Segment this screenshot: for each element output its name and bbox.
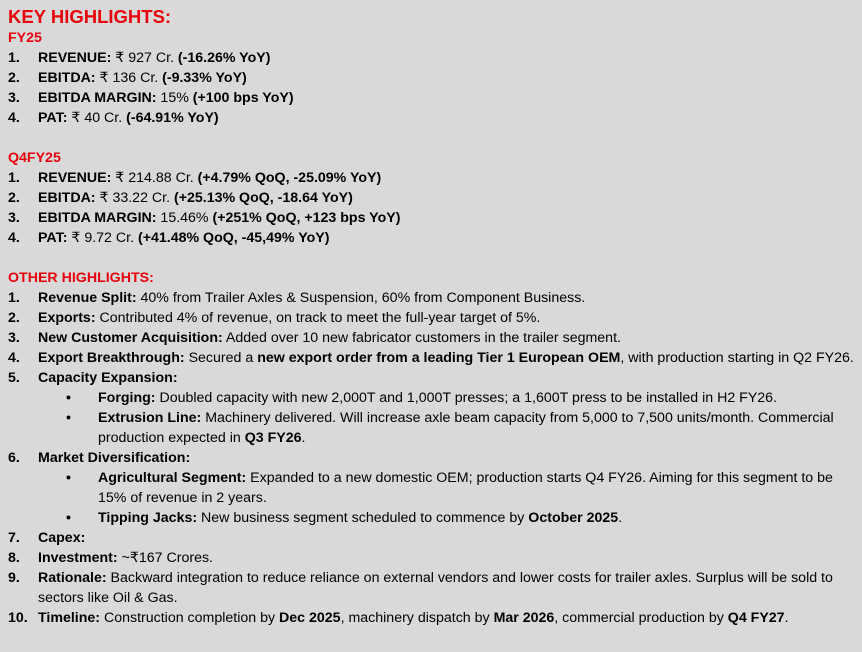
item-text: Secured a [184,350,258,366]
item-number: 6. [8,450,20,466]
item-number: 5. [8,370,20,386]
item-change: (+25.13% QoQ, -18.64 YoY) [173,190,353,206]
other-highlights-heading: OTHER HIGHLIGHTS: [8,270,154,286]
sub-item-extrusion-line [8,408,854,448]
item-change: (-16.26% YoY) [177,50,271,66]
q4fy25-heading: Q4FY25 [8,150,61,166]
item-change: (-9.33% YoY) [162,70,247,86]
spacer [8,128,854,148]
sub-item-emphasis: Q3 FY26 [244,430,302,446]
item-label: Rationale: [38,570,107,586]
q4fy25-item-pat [8,228,854,248]
bullet-icon: • [66,470,71,486]
bullet-icon: • [66,510,71,526]
item-label: PAT: [38,110,68,126]
item-number: 7. [8,530,20,546]
sub-item-label: Tipping Jacks: [98,510,198,526]
item-emphasis: Mar 2026 [493,610,555,626]
item-label: REVENUE: [38,170,112,186]
fy25-item-revenue [8,48,854,68]
other-item-rationale [8,568,854,608]
item-emphasis: Dec 2025 [279,610,341,626]
sub-item-agricultural-segment [8,468,854,508]
sub-item-label: Extrusion Line: [98,410,202,426]
bullet-icon: • [66,390,71,406]
item-emphasis: new export order from a leading Tier 1 European OEM [257,350,621,366]
sub-item-tipping-jacks [8,508,854,528]
other-item-capacity-expansion [8,368,854,388]
item-number: 3. [8,210,20,226]
item-label: Capacity Expansion: [38,370,178,386]
item-value: ₹ 33.22 Cr. [95,190,174,206]
sub-item-text: Machinery delivered. Will increase axle beam capacity from 5,000 to 7,500 units/month. Commercial production expected in [98,410,834,446]
item-number: 1. [8,50,20,66]
item-label: Exports: [38,310,96,326]
item-value: ₹ 136 Cr. [95,70,163,86]
other-item-export-breakthrough [8,348,854,368]
sub-item-text: . [301,430,306,446]
fy25-heading: FY25 [8,30,42,46]
item-change: (+41.48% QoQ, -45,49% YoY) [137,230,330,246]
item-change: (-64.91% YoY) [126,110,219,126]
item-text: 40% from Trailer Axles & Suspension, 60% from Component Business. [136,290,586,306]
item-number: 1. [8,290,20,306]
fy25-item-ebitda [8,68,854,88]
item-text: Backward integration to reduce reliance on external vendors and lower costs for trailer axles. Surplus will be sold to sectors like Oil & Gas. [38,570,833,606]
sub-item-text: Expanded to a new domestic OEM; production starts Q4 FY26. Aiming for this segment to be 15% of revenue in 2 years. [98,470,833,506]
bullet-icon: • [66,410,71,426]
item-value: ₹ 214.88 Cr. [111,170,198,186]
sub-item-text: Doubled capacity with new 2,000T and 1,000T presses; a 1,600T press to be installed in H2 FY26. [155,390,778,406]
sub-item-label: Agricultural Segment: [98,470,247,486]
item-text: ~₹167 Crores. [117,550,214,566]
fy25-item-ebitda-margin [8,88,854,108]
q4fy25-item-revenue [8,168,854,188]
other-item-timeline [8,608,854,628]
item-text: Contributed 4% of revenue, on track to meet the full-year target of 5%. [95,310,541,326]
item-change: (+4.79% QoQ, -25.09% YoY) [197,170,382,186]
fy25-item-pat [8,108,854,128]
item-text: , machinery dispatch by [340,610,494,626]
item-change: (+251% QoQ, +123 bps YoY) [212,210,401,226]
page-title: KEY HIGHLIGHTS: [8,6,172,27]
other-item-exports [8,308,854,328]
item-value: ₹ 40 Cr. [67,110,127,126]
item-text: , with production starting in Q2 FY26. [620,350,854,366]
item-label: New Customer Acquisition: [38,330,223,346]
item-label: Timeline: [38,610,101,626]
item-label: EBITDA MARGIN: [38,210,157,226]
item-label: EBITDA MARGIN: [38,90,157,106]
item-number: 2. [8,190,20,206]
item-number: 4. [8,350,20,366]
other-item-market-diversification [8,448,854,468]
sub-item-emphasis: October 2025 [528,510,619,526]
item-value: 15% [156,90,193,106]
item-label: PAT: [38,230,68,246]
item-number: 1. [8,170,20,186]
item-number: 3. [8,330,20,346]
other-item-new-customer [8,328,854,348]
item-number: 8. [8,550,20,566]
item-label: Export Breakthrough: [38,350,185,366]
item-label: REVENUE: [38,50,112,66]
item-text: Added over 10 new fabricator customers in the trailer segment. [222,330,621,346]
item-label: EBITDA: [38,70,96,86]
spacer [8,248,854,268]
item-emphasis: Q4 FY27 [727,610,785,626]
item-text: , commercial production by [554,610,728,626]
item-number: 2. [8,70,20,86]
q4fy25-item-ebitda-margin [8,208,854,228]
other-item-investment [8,548,854,568]
q4fy25-item-ebitda [8,188,854,208]
sub-item-text: New business segment scheduled to commence by [197,510,529,526]
item-label: Investment: [38,550,118,566]
item-number: 4. [8,110,20,126]
other-item-revenue-split [8,288,854,308]
item-value: ₹ 9.72 Cr. [67,230,138,246]
sub-item-label: Forging: [98,390,156,406]
item-text: Construction completion by [100,610,280,626]
sub-item-forging [8,388,854,408]
item-number: 9. [8,570,20,586]
item-number: 2. [8,310,20,326]
item-value: ₹ 927 Cr. [111,50,178,66]
item-number: 3. [8,90,20,106]
item-value: 15.46% [156,210,213,226]
item-number: 10. [8,610,28,626]
item-label: Market Diversification: [38,450,191,466]
item-label: Capex: [38,530,86,546]
item-change: (+100 bps YoY) [192,90,294,106]
sub-item-text: . [618,510,623,526]
item-number: 4. [8,230,20,246]
item-text: . [784,610,789,626]
item-label: Revenue Split: [38,290,137,306]
item-label: EBITDA: [38,190,96,206]
other-item-capex [8,528,854,548]
